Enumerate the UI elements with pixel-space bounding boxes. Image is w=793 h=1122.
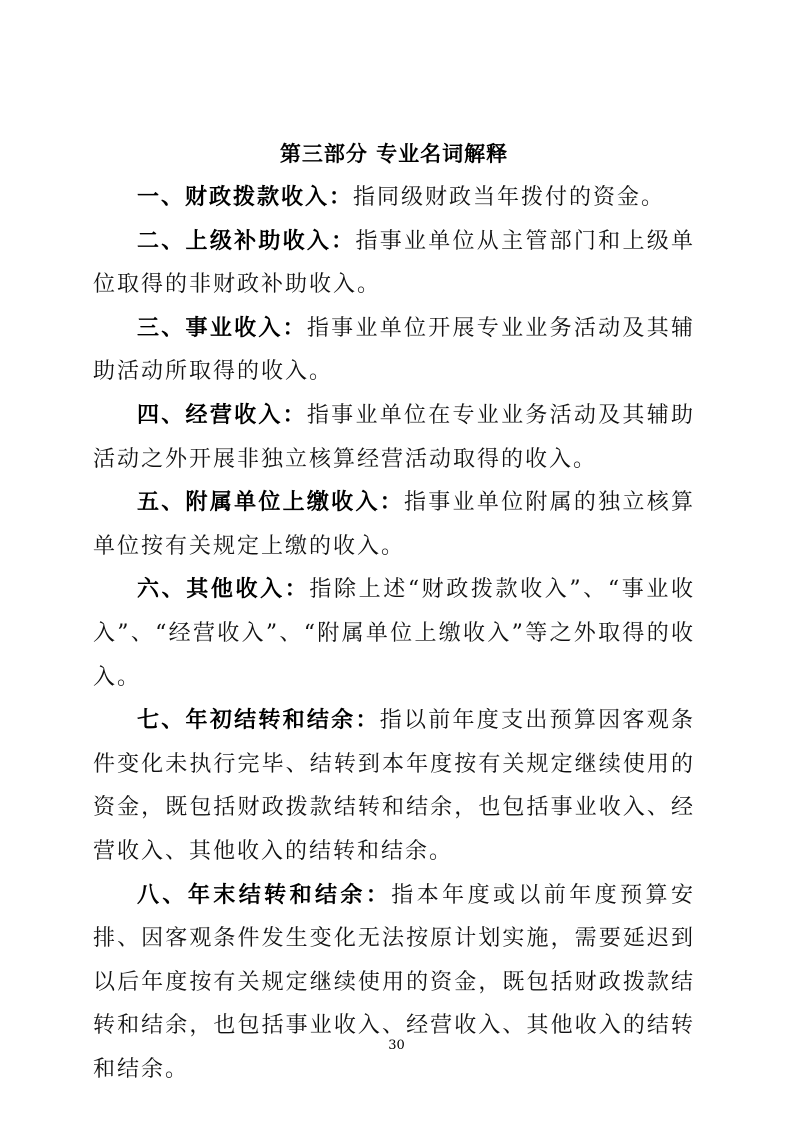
page-number: 30 (388, 1038, 405, 1053)
term-label-3: 三、事业收入： (137, 314, 307, 341)
term-label-6: 六、其他收入： (137, 576, 310, 603)
document-body (93, 132, 695, 1091)
term-label-8: 八、年末结转和结余： (137, 881, 392, 908)
term-item-2 (93, 220, 695, 307)
term-item-8 (93, 874, 695, 1092)
term-definition-4: 指事业单位在专业业务活动及其辅助活动之外开展非独立核算经营活动取得的收入。 (93, 402, 695, 472)
term-item-5 (93, 481, 695, 568)
term-definition-7: 指以前年度支出预算因客观条件变化未执行完毕、结转到本年度按有关规定继续使用的资金，既包括财政拨款结转和结余，也包括事业收入、经营收入、其他收入的结转和结余。 (93, 708, 695, 864)
term-definition-5: 指事业单位附属的独立核算单位按有关规定上缴的收入。 (93, 490, 695, 559)
term-label-7: 七、年初结转和结余： (137, 707, 380, 734)
term-label-4: 四、经营收入： (137, 401, 307, 428)
term-label-1: 一、财政拨款收入： (137, 184, 354, 210)
term-item-7 (93, 699, 695, 873)
term-definition-2: 指事业单位从主管部门和上级单位取得的非财政补助收入。 (93, 228, 695, 298)
term-definition-6: 指除上述“财政拨款收入”、“事业收入”、“经营收入”、“附属单位上缴收入”等之外取得的收入。 (93, 577, 695, 690)
term-definition-1: 指同级财政当年拨付的资金。 (353, 185, 666, 210)
term-label-2: 二、上级补助收入： (137, 227, 356, 254)
term-item-4 (93, 394, 695, 481)
term-definition-8: 指本年度或以前年度预算安排、因客观条件发生变化无法按原计划实施，需要延迟到以后年度按有关规定继续使用的资金，既包括财政拨款结转和结余，也包括事业收入、经营收入、其他收入的结转和结余。 (93, 882, 695, 1082)
term-definition-3: 指事业单位开展专业业务活动及其辅助活动所取得的收入。 (93, 315, 695, 385)
term-label-5: 五、附属单位上缴收入： (137, 489, 404, 516)
term-item-3 (93, 307, 695, 394)
section-title: 第三部分 专业名词解释 (279, 142, 509, 166)
term-item-1 (93, 176, 695, 220)
term-item-6 (93, 568, 695, 699)
